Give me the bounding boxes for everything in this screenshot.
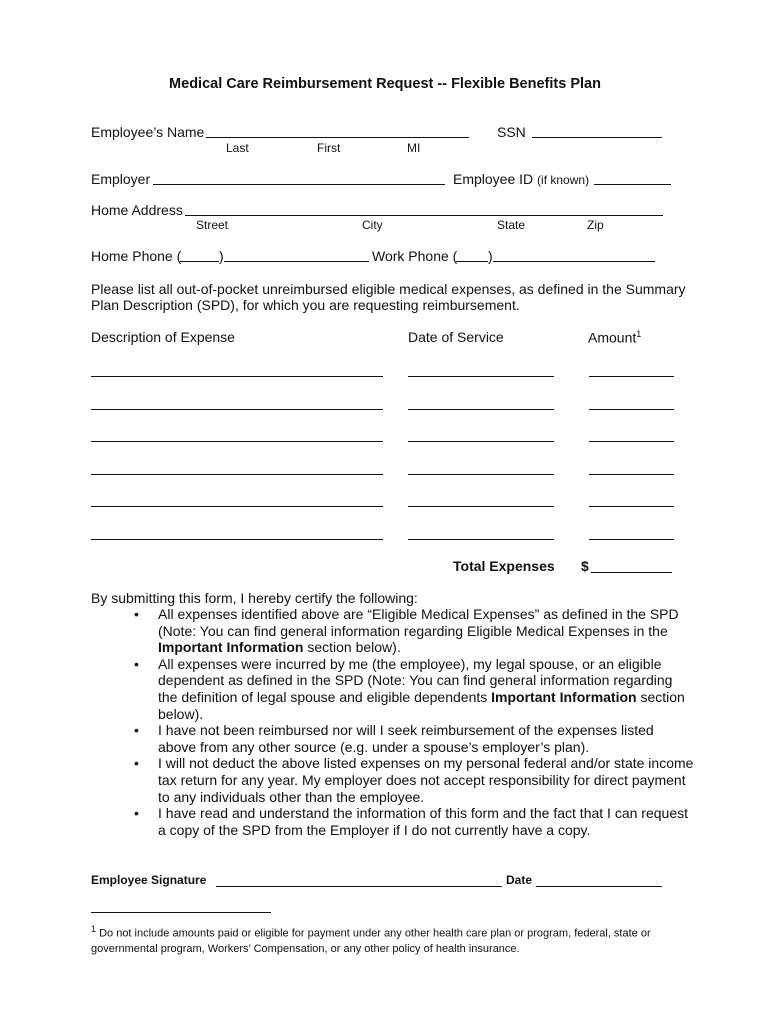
expense-amount-field[interactable] [589,506,674,507]
state-caption: State [497,218,526,232]
expense-date-field[interactable] [408,539,554,540]
employee-name-field[interactable] [206,137,469,138]
amount-column-header [588,329,641,346]
certification-item [134,755,694,805]
work-phone-paren-close: ) [488,248,493,264]
work-phone-label: Work Phone ( [372,248,458,264]
expense-description-field[interactable] [91,376,383,377]
amount-footnote-marker: 1 [636,329,642,339]
footnote [91,922,691,957]
home-phone-area-code-field[interactable] [180,261,219,262]
employer-label: Employer [91,171,151,187]
expense-date-field[interactable] [408,409,554,410]
work-phone-area-code-field[interactable] [456,261,488,262]
certification-item [134,805,694,838]
certification-list [134,606,694,838]
certification-item-2-end: section below). [158,688,685,722]
total-expenses-label: Total Expenses [453,558,555,574]
employee-signature-field[interactable] [216,886,502,887]
expense-date-field[interactable] [408,506,554,507]
home-address-field[interactable] [185,215,663,216]
certification-item-2-bold: Important Information [491,688,637,705]
certification-intro: By submitting this form, I hereby certify the following: [91,590,418,606]
footnote-text: Do not include amounts paid or eligible for payment under any other health care plan or program, federal, state or governmental program, Workers’ Compensation, or any other policy of health insurance. [91,927,651,955]
instructions-line-2: Plan Description (SPD), for which you are requesting reimbursement. [91,297,520,313]
home-address-label: Home Address [91,202,183,218]
expense-amount-field[interactable] [589,474,674,475]
certification-item-2-text: All expenses were incurred by me (the employee), my legal spouse, or an eligible dependent as defined in the SPD (Note: You can find general information regarding the definition of legal spouse and eligible dependents [158,655,673,705]
date-column-header: Date of Service [408,329,504,345]
employee-name-label: Employee’s Name [91,124,205,140]
certification-item-1-bold: Important Information [158,639,304,656]
expense-amount-field[interactable] [589,441,674,442]
footnote-separator [91,912,271,913]
footnote-marker: 1 [91,924,97,934]
middle-initial-caption: MI [407,141,421,155]
employer-field[interactable] [153,184,445,185]
expense-description-field[interactable] [91,441,383,442]
description-column-header: Description of Expense [91,329,235,345]
first-name-caption: First [317,141,341,155]
home-phone-paren-close: ) [219,248,224,264]
last-name-caption: Last [226,141,249,155]
certification-item-4-text: I will not deduct the above listed expenses on my personal federal and/or state income tax return for any year. My employer does not accept responsibility for direct payment to any individuals other than the employee. [158,755,694,805]
signature-date-field[interactable] [536,886,662,887]
zip-caption: Zip [587,218,604,232]
home-phone-label: Home Phone ( [91,248,182,264]
ssn-field[interactable] [532,137,662,138]
employee-id-label-text: Employee ID [453,171,534,187]
certification-item-5-text: I have read and understand the information of this form and the fact that I can request a copy of the SPD from the Employer if I do not currently have a copy. [158,805,688,838]
instructions-line-1: Please list all out-of-pocket unreimbursed eligible medical expenses, as defined in the Summary [91,281,686,297]
employee-id-field[interactable] [594,184,671,185]
expense-description-field[interactable] [91,539,383,540]
city-caption: City [362,218,383,232]
amount-header-text: Amount [588,329,637,346]
home-phone-number-field[interactable] [224,261,369,262]
expense-description-field[interactable] [91,474,383,475]
employee-id-hint: (if known) [537,173,590,187]
expense-description-field[interactable] [91,506,383,507]
certification-item-1-text: All expenses identified above are “Eligible Medical Expenses” as defined in the SPD (Note: You can find general information regarding Eligible Medical Expenses in the [158,606,679,639]
certification-item [134,722,694,755]
total-currency-symbol: $ [581,558,589,574]
expense-date-field[interactable] [408,441,554,442]
expense-date-field[interactable] [408,376,554,377]
certification-item-3-text: I have not been reimbursed nor will I seek reimbursement of the expenses listed above from any other source (e.g. under a spouse’s employer’s plan). [158,722,654,755]
expense-amount-field[interactable] [589,409,674,410]
total-expenses-field[interactable] [591,572,672,573]
street-caption: Street [196,218,229,232]
employee-signature-label: Employee Signature [91,873,207,887]
page-title: Medical Care Reimbursement Request -- Flexible Benefits Plan [169,76,601,92]
expense-description-field[interactable] [91,409,383,410]
signature-date-label: Date [506,873,533,887]
employee-id-label [453,171,589,187]
certification-item [134,656,694,722]
certification-item [134,606,694,656]
expense-amount-field[interactable] [589,539,674,540]
work-phone-number-field[interactable] [493,261,655,262]
certification-item-1-end: section below). [307,639,401,656]
ssn-label: SSN [497,124,526,140]
expense-amount-field[interactable] [589,376,674,377]
expense-date-field[interactable] [408,474,554,475]
